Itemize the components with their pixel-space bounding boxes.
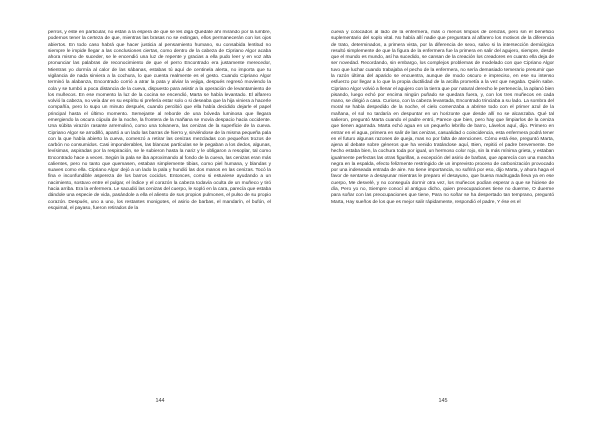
left-page-number: 144 <box>155 398 165 404</box>
left-page-paragraph: perros, y éste en particular, no están a la espera de que se les diga Quédate ahí mirando por la lumbre, podemos tener la certeza de que, mientras las brasas no se extingan, ellos permanecerán con los ojos abiertos. En todo caso habrá que hacer justicia al pensamiento humano, su consabida lentitud no siempre le impide llegar a las conclusiones ciertas, como dentro de la cabeza de Cipriano Algor acaba ahora mismo de suceder, se le encendió una luz de repente y gracias a ella pudo leer y en voz alta pronunciar las palabras de reconocimiento de que el perro Encontrado era justamente merecedor, Mientras yo dormía al calor de las sábanas, estabas tú aquí de centinela alerta, no importa que tu vigilancia de nada sirviera a la cochura, lo que cuenta realmente es el gesto. Cuando Cipriano Algor terminó la alabanza, Encontrado corrió a atrar la pata y alviar la vejiga, después regresó moviendo la cola y se tumbó a poca distancia de la cueva, dispuesto para asistir a la operación de levantamiento de los muñecos. En ese momento la luz de la cocina se encendió, Marta se había levantado. El alfarero volvió la cabeza, no veía dar en su espíritu si prefería estar solo o si deseaba que la hija viniera a hacerle compañía, pero lo supo un minuto después, cuando percibió que ella había decidido dejarle el papel principal hasta el último momento. Semejante al reborde de una bóveda luminosa que llegara emergiendo la oscura cúpula de la noche, la frontera de la mañana se movía despacio hacia occidente. Una súbita virazón rasante arremolinó, como una tolvanera, las cenizas de la superficie de la cueva. Cipriano Algor se arrodilló, apartó a un lado las barras de hierro y, sirviéndose de la misma pequeña pala con la que había abierto la cueva, comenzó a retirar las cenizas mezcladas con pequeños trozos de carbón no consumidos. Casi imponderables, las blancas partículas se le pegaban a los dedos, algunas, levísimas, aspiradas por la respiración, se le subieron hasta la nariz y le obligaron a resoplar, tal como Encontrado hace a veces. Según la pala se iba aproximando al fondo de la cueva, las cenizas eran más calientes, pero no tanto que quemasen, estaban simplemente tibias, como piel humana, y blandas y suaves como ella. Cipriano Algor dejó a un lado la pala y hundió las dos manos en las cenizas. Tocó la fina e inconfundible aspereza de los barros cocidos. Entonces, como si estuviese ayudando a un nacimiento, sostuvo entre el pulgar, el índice y el corazón la cabeza todavía oculta de un muñeco y tiró hacia arriba. Era la enfermera. Le sacudió las cenizas del cuerpo, le sopló en la cara, parecía que estaba dándole una especie de vida, pasándole a ella el aliento de sus propios pulmones, el pulso de su propio corazón. Después, uno a uno, los restantes monigotes, el asirio de barbas, el mandarín, el bufón, el esquimal, el payaso, fueron retirados de la <box>48 30 271 211</box>
right-page <box>300 0 600 424</box>
right-page-number: 145 <box>438 398 448 404</box>
right-page-paragraph: cueva y colocados al lado de la enfermera, más o menos limpios de cenizas, pero sin el beneficio suplementario del soplo vital. No había allí nadie que preguntara al alfarero los motivos de la diferencia de trato, determinados, a primera vista, por la diferencia de sexo, salvo si la intersección demiúrgica resultó simplemente de que la figura de la enfermera fue la primera en salir del agujero, siempre, desde que el mundo es mundo, así ha sucedido, se cansan de la creación los creadores en cuanto ella deja de ser novedad. Recordando, sin embargo, los complejos problemas de modelado con que Cipriano Algor tuvo que luchar cuando trabajaba el pecho de la enfermera, no sería demasiado temerario presumir que la razón última del aparido se encuentra, aunque de modo oscuro e impreciso, en ese su intenso esfuerzo por llegar a lo que la propia ductilidad de la arcilla prometía a la vez que negaba. Quién sabe. Cipriano Algor volvió a llenar el agujero con la tierra que por natural derecho le pertenecía, la aplanó bien pisando, luego echó por encima ningún puñado se quedara fuera, y, con los tres muñecos en cada mano, se dirigió a casa. Curioso, con la cabeza levantada, Encontrado trinciaba a su lado. La sombra del moral se había despedido de la noche, el cielo comenzaba a abrirse todo con el primer azul de la mañana, el sol no tardaría en despuntar en un horizonte que desde allí no se alcanzaba. Qué tal salieron, preguntó Marta cuando el padre entró, Parece que bien, pero hay que limpiarlos de la ceniza que tienen agarrada. Marta echó agua en un pequeño lebrillo de barro, Lávelos aquí, dijo. Primero en entrar en el agua, primera en salir de las cenizas, casualidad o coincidencia, esta enfermera podrá tener en el futuro algunas razones de queja, mas no por falta de atenciones. Cómo está ése, preguntó Marta, ajena al debate sobre géneros que ha venido tratándose aquí, Bien, repitió el padre brevemente. De hecho estaba bien, la cochura toda por igual, un hermoso color rojo, sin la más mínima grieta, y estaban igualmente perfectas las otras figurillas, a excepción del asirio de barbas, que aparecía con una mancha negra en la espalda, efecto felizmente restringido de un imprevisto proceso de carbonización provocado por una indeseada entrada de aire. No tiene importancia, no sufrirá por eso, dijo Marta, y ahora haga el favor de sentarse a desayunar mientras le preparo el desayuno, que buena madrugada lleva ya en ese cuerpo, Me desvelé, y no conseguía dormir otra vez, los muñecos podían esperar a que se hiciese de día, Pero yo no, Siempre conocí al antiguo dicho, quien preocupaciones tiene no duerme, O duerme para soñar con las preocupaciones que tiene, Para no soñar se ha despertado tan temprano, preguntó Marta, Hay sueños de los que es mejor salir rápidamente, respondió el padre, Y ése es el <box>331 30 554 205</box>
left-page-text <box>48 30 271 394</box>
right-page-text <box>331 30 554 394</box>
